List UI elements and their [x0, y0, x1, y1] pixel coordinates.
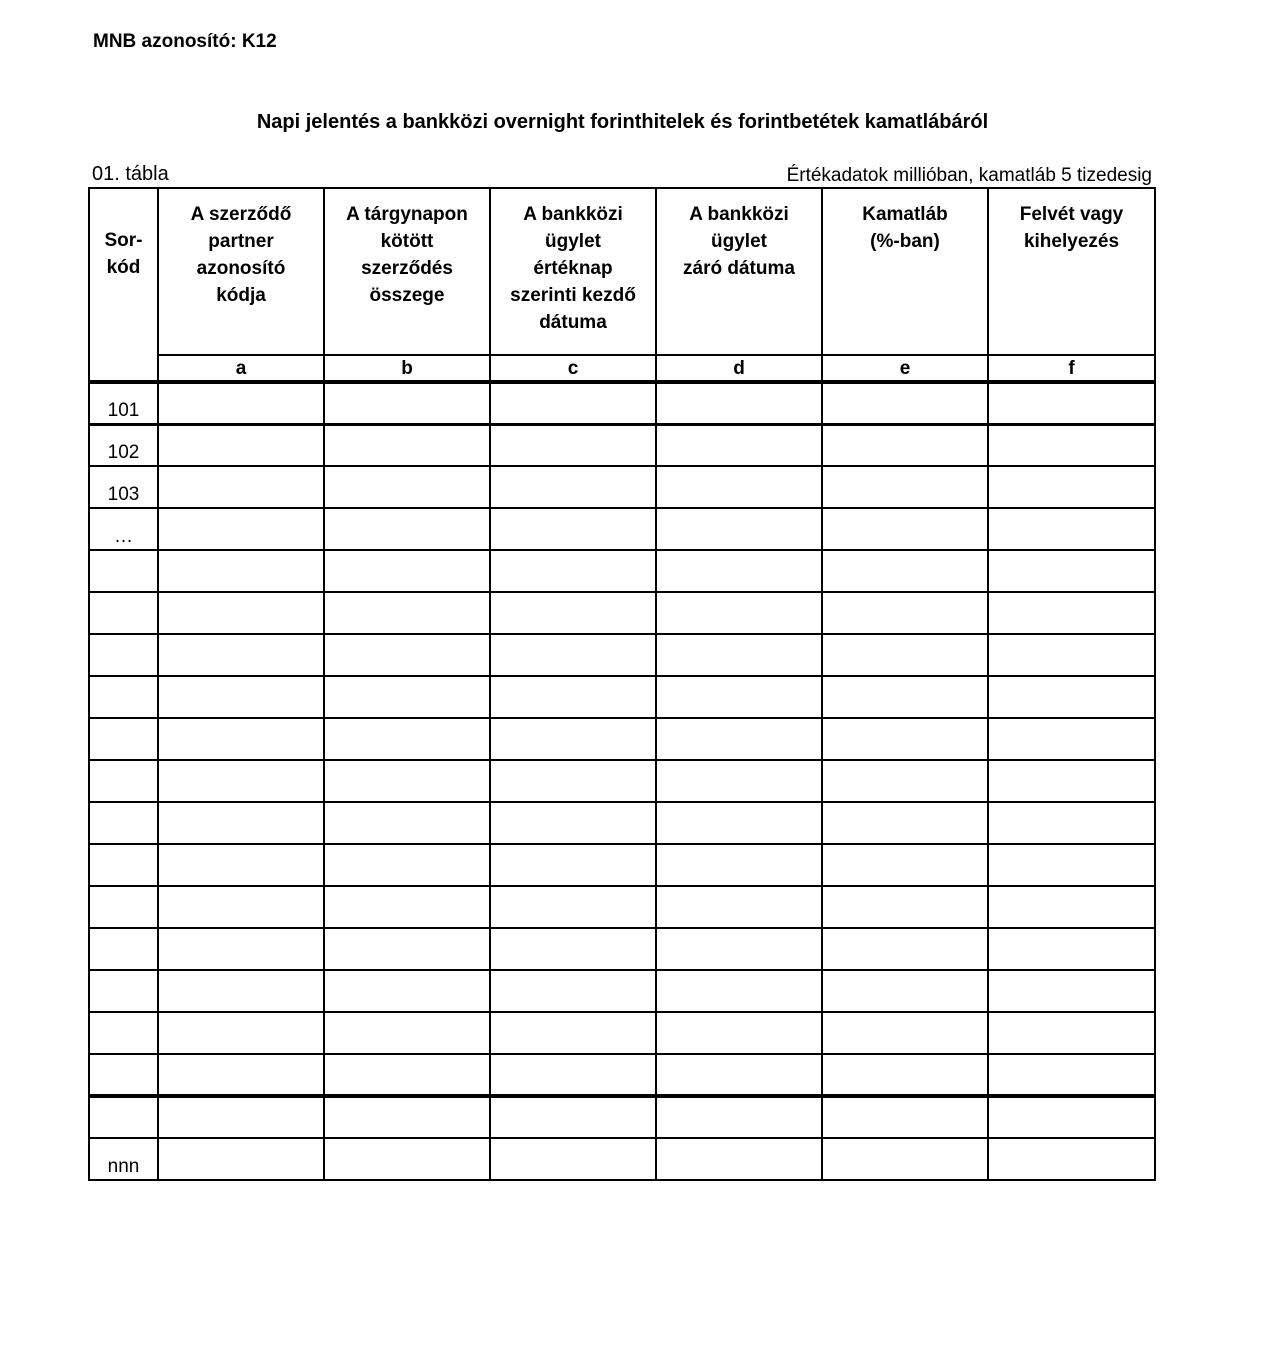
input-cell-e[interactable]: [822, 844, 988, 886]
input-cell-e[interactable]: [822, 970, 988, 1012]
input-cell-f[interactable]: [988, 382, 1155, 424]
input-cell-f[interactable]: [988, 508, 1155, 550]
input-cell-e[interactable]: [822, 676, 988, 718]
input-cell-e[interactable]: [822, 1138, 988, 1180]
column-header-line: dátuma: [539, 312, 607, 333]
column-letter-d: d: [656, 355, 822, 382]
input-cell-d[interactable]: [656, 676, 822, 718]
report-table: [88, 187, 1156, 1181]
input-cell-f[interactable]: [988, 970, 1155, 1012]
input-cell-d[interactable]: [656, 760, 822, 802]
row-code-cell: 103: [89, 466, 158, 508]
input-cell-c[interactable]: [490, 844, 656, 886]
input-cell-e[interactable]: [822, 550, 988, 592]
table-row: [89, 802, 1155, 844]
table-label: 01. tábla: [92, 163, 169, 185]
row-code-cell: [89, 592, 158, 634]
input-cell-c[interactable]: [490, 550, 656, 592]
input-cell-b[interactable]: [324, 760, 490, 802]
input-cell-b[interactable]: [324, 676, 490, 718]
input-cell-f[interactable]: [988, 1138, 1155, 1180]
input-cell-f[interactable]: [988, 802, 1155, 844]
input-cell-a[interactable]: [158, 718, 324, 760]
input-cell-e[interactable]: [822, 760, 988, 802]
input-cell-a[interactable]: [158, 382, 324, 424]
table-row: [89, 508, 1155, 550]
column-header-line: szerinti kezdő: [510, 285, 636, 306]
input-cell-d[interactable]: [656, 844, 822, 886]
row-code-cell: [89, 1096, 158, 1138]
row-code-cell: [89, 634, 158, 676]
input-cell-f[interactable]: [988, 928, 1155, 970]
input-cell-b[interactable]: [324, 718, 490, 760]
input-cell-f[interactable]: [988, 676, 1155, 718]
input-cell-b[interactable]: [324, 802, 490, 844]
input-cell-e[interactable]: [822, 886, 988, 928]
input-cell-a[interactable]: [158, 550, 324, 592]
row-code-cell: [89, 760, 158, 802]
input-cell-b[interactable]: [324, 550, 490, 592]
input-cell-a[interactable]: [158, 508, 324, 550]
input-cell-e[interactable]: [822, 1012, 988, 1054]
input-cell-f[interactable]: [988, 1096, 1155, 1138]
input-cell-c[interactable]: [490, 1054, 656, 1096]
input-cell-c[interactable]: [490, 760, 656, 802]
input-cell-d[interactable]: [656, 886, 822, 928]
input-cell-a[interactable]: [158, 1138, 324, 1180]
column-letter-b: b: [324, 355, 490, 382]
input-cell-c[interactable]: [490, 676, 656, 718]
column-letter-c: c: [490, 355, 656, 382]
column-header-b: [324, 188, 490, 355]
input-cell-f[interactable]: [988, 760, 1155, 802]
row-code-cell: [89, 718, 158, 760]
input-cell-a[interactable]: [158, 592, 324, 634]
table-row: [89, 886, 1155, 928]
column-header-line: szerződés: [361, 258, 453, 279]
column-header-line: (%-ban): [870, 231, 940, 252]
row-code-header-line: Sor-: [104, 230, 143, 251]
input-cell-e[interactable]: [822, 1054, 988, 1096]
input-cell-c[interactable]: [490, 382, 656, 424]
input-cell-b[interactable]: [324, 970, 490, 1012]
input-cell-b[interactable]: [324, 424, 490, 466]
input-cell-b[interactable]: [324, 1138, 490, 1180]
input-cell-f[interactable]: [988, 844, 1155, 886]
column-header-line: partner: [208, 231, 274, 252]
column-header-f: [988, 188, 1155, 355]
column-header-line: ügylet: [545, 231, 601, 252]
row-code-cell: [89, 928, 158, 970]
table-row: [89, 760, 1155, 802]
input-cell-d[interactable]: [656, 802, 822, 844]
row-code-header: [89, 188, 158, 355]
table-row: [89, 550, 1155, 592]
table-row: [89, 928, 1155, 970]
row-code-header-spacer: [89, 355, 158, 382]
row-code-cell: [89, 802, 158, 844]
input-cell-f[interactable]: [988, 718, 1155, 760]
input-cell-c[interactable]: [490, 1096, 656, 1138]
input-cell-c[interactable]: [490, 592, 656, 634]
input-cell-d[interactable]: [656, 634, 822, 676]
input-cell-a[interactable]: [158, 802, 324, 844]
mnb-identifier: MNB azonosító: K12: [93, 31, 277, 52]
input-cell-e[interactable]: [822, 928, 988, 970]
input-cell-b[interactable]: [324, 634, 490, 676]
input-cell-e[interactable]: [822, 382, 988, 424]
row-code-cell: [89, 1012, 158, 1054]
input-cell-c[interactable]: [490, 970, 656, 1012]
table-row: [89, 676, 1155, 718]
input-cell-a[interactable]: [158, 1012, 324, 1054]
input-cell-a[interactable]: [158, 424, 324, 466]
table-row: [89, 424, 1155, 466]
table-row: [89, 466, 1155, 508]
input-cell-a[interactable]: [158, 970, 324, 1012]
input-cell-d[interactable]: [656, 1012, 822, 1054]
column-header-d: [656, 188, 822, 355]
table-row: [89, 844, 1155, 886]
input-cell-a[interactable]: [158, 760, 324, 802]
row-code-cell: [89, 970, 158, 1012]
column-letter-e: e: [822, 355, 988, 382]
input-cell-c[interactable]: [490, 1012, 656, 1054]
column-header-line: Felvét vagy: [1019, 204, 1124, 225]
table-row: [89, 1096, 1155, 1138]
input-cell-b[interactable]: [324, 1096, 490, 1138]
input-cell-d[interactable]: [656, 718, 822, 760]
input-cell-d[interactable]: [656, 1096, 822, 1138]
input-cell-d[interactable]: [656, 592, 822, 634]
input-cell-c[interactable]: [490, 466, 656, 508]
input-cell-f[interactable]: [988, 1012, 1155, 1054]
input-cell-c[interactable]: [490, 886, 656, 928]
column-letter-a: a: [158, 355, 324, 382]
column-letter-f: f: [988, 355, 1155, 382]
column-header-c: [490, 188, 656, 355]
table-row: [89, 1054, 1155, 1096]
input-cell-c[interactable]: [490, 634, 656, 676]
input-cell-a[interactable]: [158, 1054, 324, 1096]
column-header-line: A bankközi: [523, 204, 623, 225]
input-cell-c[interactable]: [490, 1138, 656, 1180]
input-cell-e[interactable]: [822, 718, 988, 760]
row-code-cell: [89, 1054, 158, 1096]
input-cell-e[interactable]: [822, 424, 988, 466]
column-header-line: Kamatláb: [862, 204, 948, 225]
input-cell-b[interactable]: [324, 928, 490, 970]
column-header-line: kódja: [216, 285, 266, 306]
row-code-cell: 101: [89, 382, 158, 424]
column-header-line: záró dátuma: [683, 258, 795, 279]
input-cell-b[interactable]: [324, 1054, 490, 1096]
row-code-cell: nnn: [89, 1138, 158, 1180]
column-header-line: A bankközi: [689, 204, 789, 225]
input-cell-b[interactable]: [324, 382, 490, 424]
table-row: [89, 1138, 1155, 1180]
table-row: [89, 970, 1155, 1012]
input-cell-f[interactable]: [988, 424, 1155, 466]
column-header-line: összege: [369, 285, 445, 306]
input-cell-f[interactable]: [988, 886, 1155, 928]
table-row: [89, 1012, 1155, 1054]
input-cell-e[interactable]: [822, 1096, 988, 1138]
input-cell-a[interactable]: [158, 634, 324, 676]
input-cell-c[interactable]: [490, 718, 656, 760]
input-cell-d[interactable]: [656, 508, 822, 550]
input-cell-d[interactable]: [656, 928, 822, 970]
input-cell-b[interactable]: [324, 508, 490, 550]
input-cell-c[interactable]: [490, 508, 656, 550]
input-cell-a[interactable]: [158, 886, 324, 928]
input-cell-b[interactable]: [324, 592, 490, 634]
input-cell-b[interactable]: [324, 844, 490, 886]
input-cell-d[interactable]: [656, 1054, 822, 1096]
input-cell-c[interactable]: [490, 928, 656, 970]
input-cell-d[interactable]: [656, 382, 822, 424]
input-cell-b[interactable]: [324, 886, 490, 928]
input-cell-a[interactable]: [158, 928, 324, 970]
input-cell-d[interactable]: [656, 550, 822, 592]
column-header-line: ügylet: [711, 231, 767, 252]
table-row: [89, 592, 1155, 634]
input-cell-e[interactable]: [822, 634, 988, 676]
table-row: [89, 382, 1155, 424]
row-code-header-line: kód: [106, 257, 141, 278]
table-row: [89, 634, 1155, 676]
row-code-cell: 102: [89, 424, 158, 466]
column-header-a: [158, 188, 324, 355]
column-header-line: értéknap: [533, 258, 613, 279]
input-cell-a[interactable]: [158, 1096, 324, 1138]
input-cell-d[interactable]: [656, 466, 822, 508]
input-cell-e[interactable]: [822, 592, 988, 634]
input-cell-e[interactable]: [822, 802, 988, 844]
row-code-cell: …: [89, 508, 158, 550]
row-code-cell: [89, 676, 158, 718]
row-code-cell: [89, 550, 158, 592]
column-header-e: [822, 188, 988, 355]
input-cell-f[interactable]: [988, 592, 1155, 634]
input-cell-c[interactable]: [490, 424, 656, 466]
row-code-cell: [89, 886, 158, 928]
column-header-line: A szerződő: [190, 204, 292, 225]
column-header-line: A tárgynapon: [346, 204, 468, 225]
input-cell-f[interactable]: [988, 634, 1155, 676]
input-cell-e[interactable]: [822, 466, 988, 508]
input-cell-f[interactable]: [988, 466, 1155, 508]
document-title: Napi jelentés a bankközi overnight forinthitelek és forintbetétek kamatlábáról: [256, 111, 989, 133]
input-cell-c[interactable]: [490, 802, 656, 844]
input-cell-a[interactable]: [158, 676, 324, 718]
row-code-cell: [89, 844, 158, 886]
column-header-line: azonosító: [196, 258, 286, 279]
column-header-line: kötött: [380, 231, 434, 252]
input-cell-b[interactable]: [324, 1012, 490, 1054]
units-note: Értékadatok millióban, kamatláb 5 tizedesig: [786, 165, 1152, 186]
input-cell-f[interactable]: [988, 1054, 1155, 1096]
column-header-line: kihelyezés: [1023, 231, 1120, 252]
table-row: [89, 718, 1155, 760]
input-cell-d[interactable]: [656, 424, 822, 466]
input-cell-d[interactable]: [656, 1138, 822, 1180]
input-cell-a[interactable]: [158, 466, 324, 508]
input-cell-b[interactable]: [324, 466, 490, 508]
input-cell-a[interactable]: [158, 844, 324, 886]
input-cell-f[interactable]: [988, 550, 1155, 592]
input-cell-e[interactable]: [822, 508, 988, 550]
input-cell-d[interactable]: [656, 970, 822, 1012]
